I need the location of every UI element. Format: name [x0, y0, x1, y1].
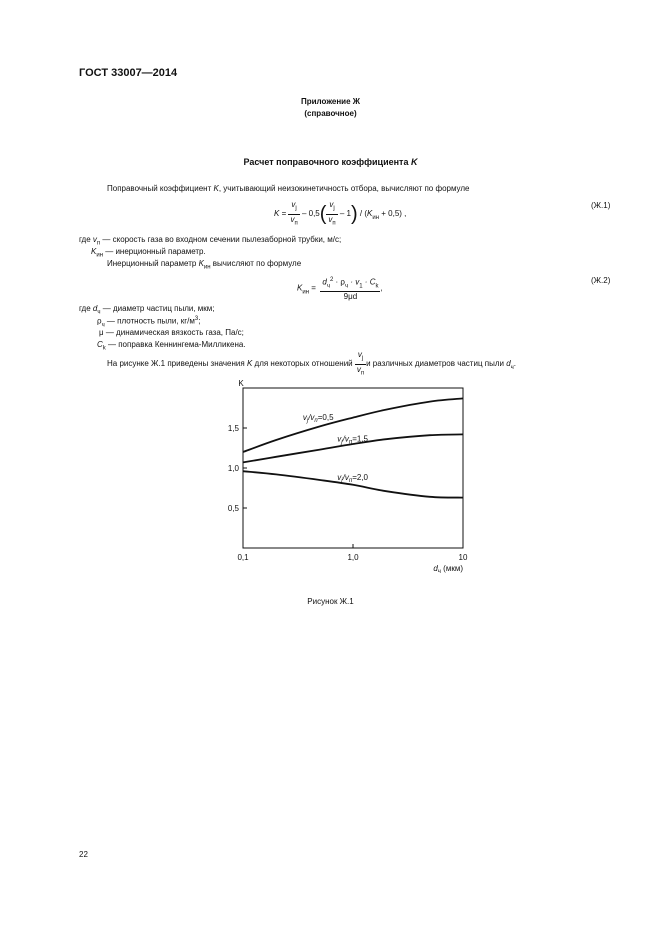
definition-dch: где $d_ч$ — диаметр частиц пыли, мкм;: [79, 304, 215, 316]
definition-rho: $\rho_ч$ — плотность пыли, $кг/м^3$;: [97, 316, 201, 329]
ratio-fraction: $\frac{v_j}{v_п}$: [356, 350, 365, 377]
y-tick-label: 1,5: [227, 424, 239, 433]
page-number: 22: [79, 850, 88, 859]
series-label: $v_j/v_п=1,5$: [337, 434, 368, 446]
series-label: $v_j/v_п=0,5$: [302, 413, 334, 424]
x-tick-label: 1,0: [347, 553, 359, 562]
definition-kin: $K_{ин}$ — инерционный параметр.: [91, 247, 206, 259]
series-label: $v_j/v_п=2,0$: [337, 473, 368, 484]
y-axis-label: K: [238, 379, 244, 388]
formula-k: K = $\frac{v_j}{v_п}$ – 0,5( $\frac{v_j}{v_п}$ – $1) / (K_{ин} + 0,5)$ ,: [274, 200, 407, 227]
formula-kin: $K_{ин}$ = $\frac{d_ч^2 \cdot \rho_ч \cdot v_1 \cdot C_k}{9\mu d}$ ,: [297, 277, 383, 302]
figure-caption: Рисунок Ж.1: [307, 597, 354, 606]
definition-vp: где $v_п$ — скорость газа во входном сечении пылезаборной трубки, м/с;: [79, 235, 342, 247]
section-title-var: K: [410, 157, 418, 167]
paragraph-inertial-parameter: Инерционный параметр $K_{ин}$ вычисляют по формуле: [107, 259, 302, 271]
definition-ck: $C_k$ — поправка Кеннингема-Милликена.: [97, 340, 246, 352]
appendix-subtitle: (справочное): [304, 109, 357, 118]
formula-kin-fraction: $\frac{d_ч^2 \cdot \rho_ч \cdot v_1 \cdot C_k}{9\mu d}$: [322, 277, 379, 302]
paragraph-correction-factor: Поправочный коэффициент K, учитывающий неизокинетичность отбора, вычисляют по формуле: [107, 184, 470, 193]
formula-k-inner-fraction: $\frac{v_j}{v_п}$: [328, 200, 336, 227]
x-tick-label: 0,1: [237, 553, 249, 562]
formula-number-1: (Ж.1): [591, 201, 611, 210]
x-axis-label: $d_ч$ (мкм): [433, 564, 463, 575]
y-tick-label: 1,0: [227, 464, 239, 473]
paragraph-figure-reference: На рисунке Ж.1 приведены значения K для некоторых отношений $\frac{v_j}{v_п}$ и различных диаметров частиц пыли $d_ч$.: [107, 350, 517, 377]
formula-number-2: (Ж.2): [591, 276, 611, 285]
document-code: ГОСТ 33007—2014: [79, 67, 178, 79]
section-title-text: Расчет поправочного коэффициента: [243, 157, 409, 167]
formula-k-fraction: $\frac{v_j}{v_п}$: [290, 200, 298, 227]
x-tick-label: 10: [458, 553, 468, 562]
y-tick-label: 0,5: [227, 504, 239, 513]
definition-mu: μ — динамическая вязкость газа, Па/с;: [99, 328, 244, 337]
appendix-title: Приложение Ж: [301, 97, 360, 106]
plot-frame: [243, 388, 463, 548]
